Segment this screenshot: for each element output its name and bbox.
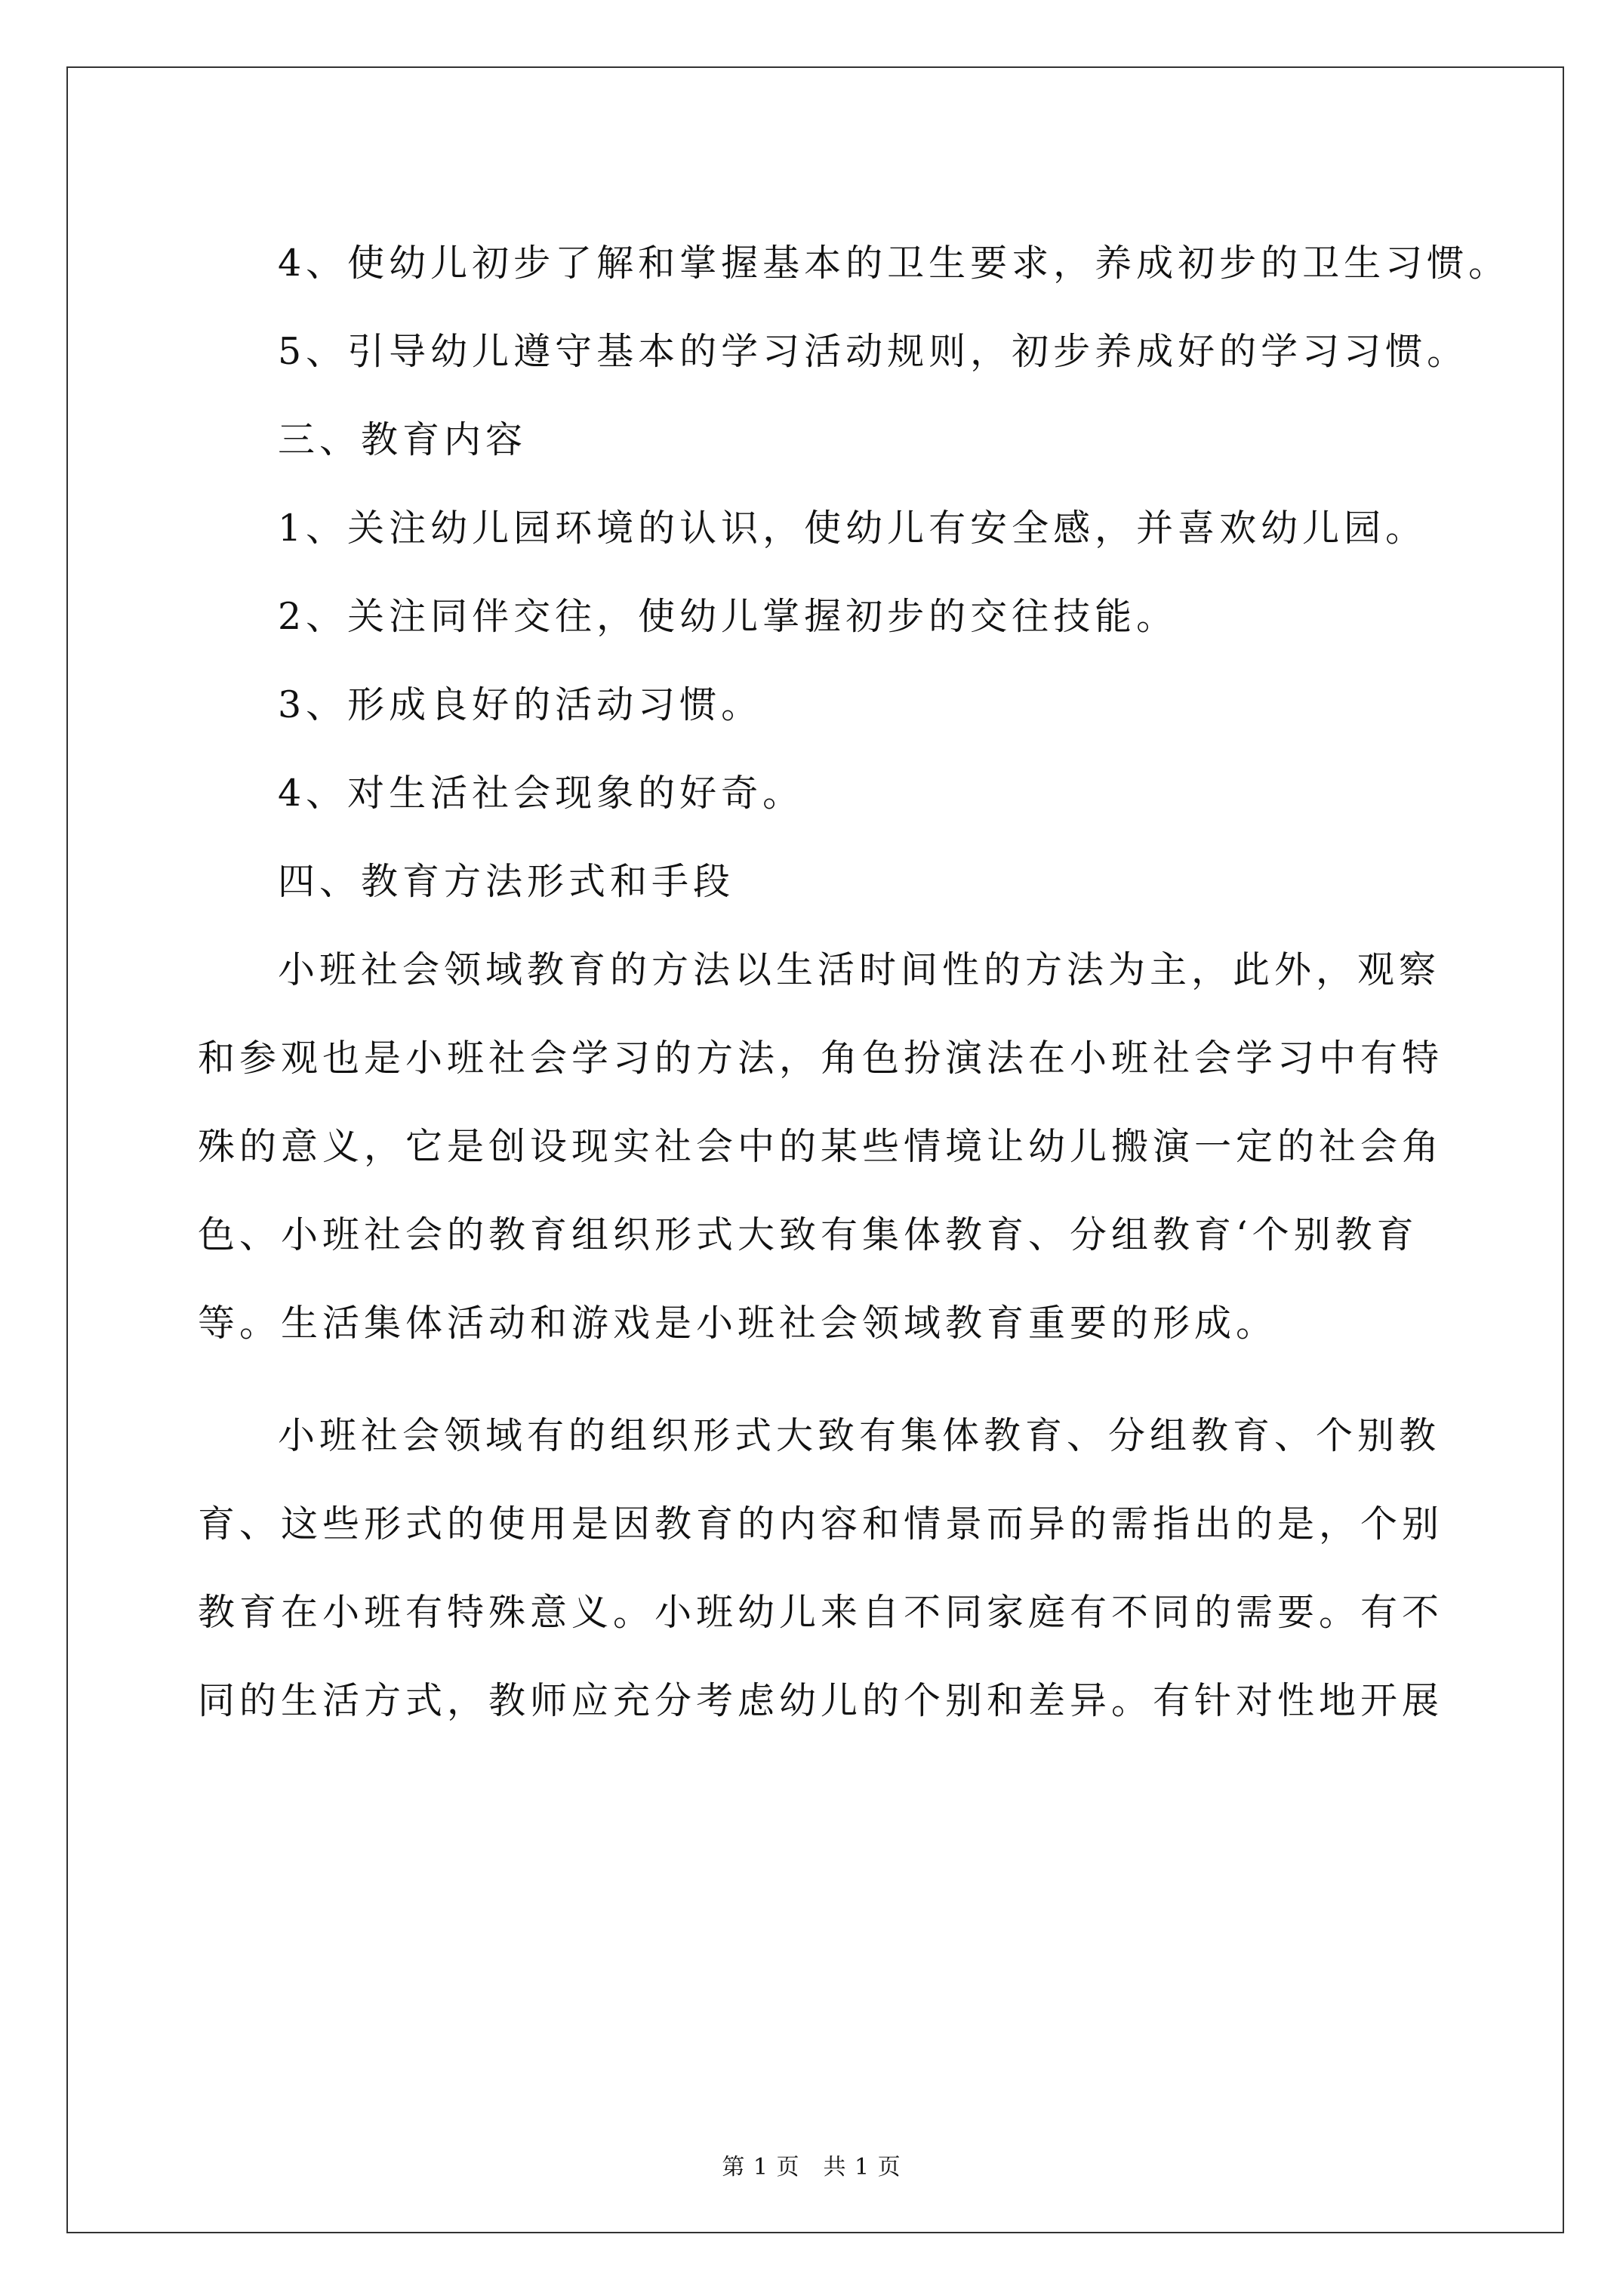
paragraph-line: 教育在小班有特殊意义。小班幼儿来自不同家庭有不同的需要。有不 [198, 1591, 1444, 1634]
paragraph-methods [198, 926, 1444, 1367]
paragraph-gap [198, 1367, 1436, 1391]
paragraph-line: 和参观也是小班社会学习的方法，角色扮演法在小班社会学习中有特 [198, 1037, 1444, 1080]
list-item-rules: 5、引导幼儿遵守基本的学习活动规则，初步养成好的学习习惯。 [278, 330, 1469, 373]
paragraph-line: 殊的意义，它是创设现实社会中的某些情境让幼儿搬演一定的社会角 [198, 1125, 1444, 1168]
document-body [198, 219, 1511, 1745]
list-item-habits: 3、形成良好的活动习惯。 [278, 683, 763, 726]
paragraph-line: 小班社会领域教育的方法以生活时间性的方法为主，此外，观察 [278, 948, 1441, 991]
paragraph-line: 色、小班社会的教育组织形式大致有集体教育、分组教育‘个别教育 [198, 1213, 1418, 1256]
paragraph-forms [198, 1391, 1444, 1745]
paragraph-line: 同的生活方式，教师应充分考虑幼儿的个别和差异。有针对性地开展 [198, 1679, 1444, 1722]
page-number: 第 1 页 共 1 页 [722, 2154, 901, 2180]
paragraph-line: 小班社会领域有的组织形式大致有集体教育、分组教育、个别教 [278, 1414, 1441, 1457]
list-item-peers: 2、关注同伴交往，使幼儿掌握初步的交往技能。 [278, 595, 1178, 638]
section-heading-content: 三、教育内容 [278, 418, 528, 461]
list-item-hygiene: 4、使幼儿初步了解和掌握基本的卫生要求，养成初步的卫生习惯。 [278, 242, 1511, 285]
paragraph-line: 等。生活集体活动和游戏是小班社会领域教育重要的形成。 [198, 1302, 1278, 1345]
paragraph-line: 育、这些形式的使用是因教育的内容和情景而异的需指出的是，个别 [198, 1502, 1444, 1546]
section-heading-methods: 四、教育方法形式和手段 [278, 860, 735, 903]
list-item-curiosity: 4、对生活社会现象的好奇。 [278, 772, 805, 815]
list-item-environment: 1、关注幼儿园环境的认识，使幼儿有安全感，并喜欢幼儿园。 [278, 507, 1427, 550]
